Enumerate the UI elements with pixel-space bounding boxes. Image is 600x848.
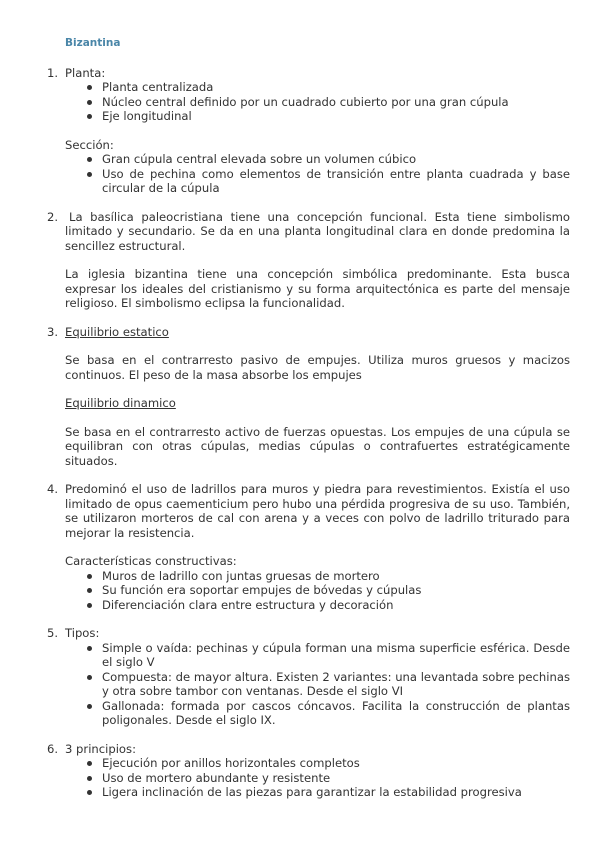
features-list (65, 569, 570, 613)
types-list (65, 641, 570, 728)
list-item: Uso de pechina como elementos de transición entre planta cuadrada y base circular de la cúpula (102, 166, 570, 195)
section-5 (47, 626, 570, 728)
list-item: Gallonada: formada por cascos cóncavos. Facilita la construcción de plantas poligonales. Desde el siglo IX. (102, 698, 570, 727)
paragraph: La iglesia bizantina tiene una concepción simbólica predominante. Esta busca expresar los ideales del cristianismo y su forma arquitectónica es parte del mensaje religioso. El simbolismo eclipsa la funcionalidad. (65, 267, 570, 310)
planta-label: Planta: (65, 65, 106, 80)
document-title: Bizantina (65, 37, 121, 49)
list-item: Compuesta: de mayor altura. Existen 2 variantes: una levantada sobre pechinas y otra sobre tambor con ventanas. Desde el siglo VI (102, 669, 570, 698)
list-item: Muros de ladrillo con juntas gruesas de mortero (102, 569, 570, 584)
list-item: Ejecución por anillos horizontales completos (102, 756, 570, 771)
planta-list (65, 80, 570, 124)
list-item: Gran cúpula central elevada sobre un volumen cúbico (102, 152, 570, 167)
section-2 (47, 209, 570, 311)
section-6 (47, 741, 570, 800)
section-3-number: 3. (47, 324, 59, 339)
section-5-number: 5. (47, 626, 59, 640)
section-2-number: 2. (47, 209, 59, 224)
section-1 (47, 65, 570, 196)
subheading-static: Equilibrio estatico (65, 324, 169, 339)
types-label: Tipos: (65, 626, 100, 640)
list-item: Su función era soportar empujes de bóvedas y cúpulas (102, 583, 570, 598)
list-item: Planta centralizada (102, 80, 570, 95)
paragraph: La basílica paleocristiana tiene una concepción funcional. Esta tiene simbolismo limitado y secundario. Se da en una planta longitudinal clara en donde predomina la sencillez estructural. (65, 209, 570, 253)
section-1-number: 1. (47, 65, 59, 80)
principles-label: 3 principios: (65, 741, 136, 756)
section-6-number: 6. (47, 741, 59, 756)
list-item: Diferenciación clara entre estructura y decoración (102, 598, 570, 613)
paragraph: Predominó el uso de ladrillos para muros y piedra para revestimientos. Existía el uso limitado de opus caementicium pero hubo una pérdida progresiva de su uso. También, se utilizaron morteros de cal con arena y a veces con polvo de ladrillo triturado para mejorar la resistencia. (65, 482, 570, 540)
list-item: Uso de mortero abundante y resistente (102, 771, 570, 786)
list-item: Ligera inclinación de las piezas para garantizar la estabilidad progresiva (102, 785, 570, 800)
features-label: Características constructivas: (65, 554, 237, 568)
paragraph: Se basa en el contrarresto activo de fuerzas opuestas. Los empujes de una cúpula se equilibran con otras cúpulas, medias cúpulas o contrafuertes estratégicamente situados. (65, 424, 570, 468)
seccion-label: Sección: (65, 137, 114, 152)
list-item: Eje longitudinal (102, 109, 570, 124)
seccion-list (65, 152, 570, 196)
subheading-dynamic: Equilibrio dinamico (65, 396, 176, 410)
list-item: Núcleo central definido por un cuadrado cubierto por una gran cúpula (102, 95, 570, 110)
section-3 (47, 324, 570, 469)
list-item: Simple o vaída: pechinas y cúpula forman una misma superficie esférica. Desde el siglo V (102, 640, 570, 669)
section-4 (47, 482, 570, 612)
principles-list (65, 756, 570, 800)
paragraph: Se basa en el contrarresto pasivo de empujes. Utiliza muros gruesos y macizos continuos. El peso de la masa absorbe los empujes (65, 353, 570, 382)
section-4-number: 4. (47, 482, 59, 496)
